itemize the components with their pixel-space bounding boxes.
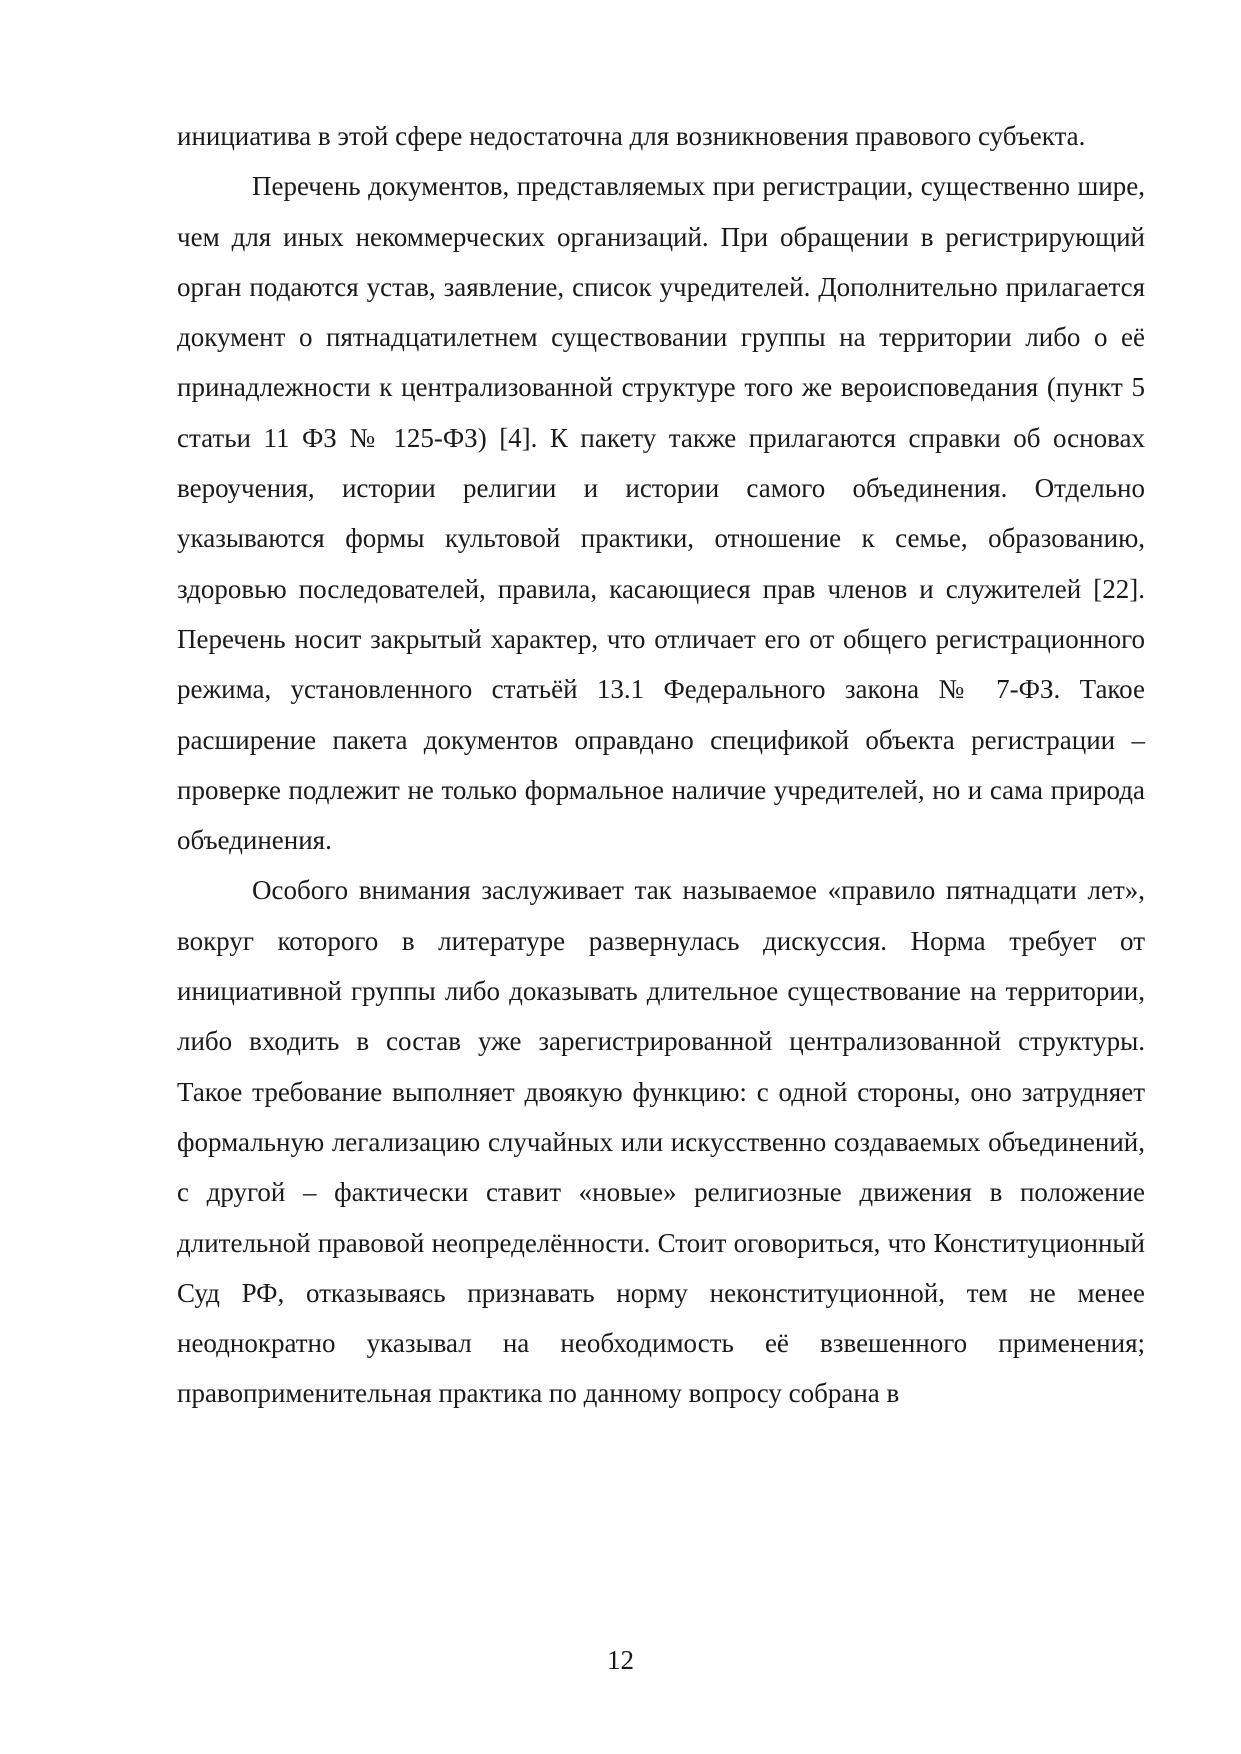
document-body [177,111,1145,1419]
paragraph-documents-list: Перечень документов, представляемых при регистрации, существенно шире, чем для иных некоммерческих организаций. При обращении в регистрирующий орган подаются устав, заявление, список учредителей. Дополнительно прилагается документ о пятнадцатилетнем существовании группы на территории либо о её принадлежности к централизованной структуре того же вероисповедания (пункт 5 статьи 11 ФЗ № 125-ФЗ) [4]. К пакету также прилагаются справки об основах вероучения, истории религии и истории самого объединения. Отдельно указываются формы культовой практики, отношение к семье, образованию, здоровью последователей, правила, касающиеся прав членов и служителей [22]. Перечень носит закрытый характер, что отличает его от общего регистрационного режима, установленного статьёй 13.1 Федерального закона № 7-ФЗ. Такое расширение пакета документов оправдано спецификой объекта регистрации – проверке подлежит не только формальное наличие учредителей, но и сама природа объединения. [177,171,1145,856]
paragraph-fifteen-year-rule: Особого внимания заслуживает так называемое «правило пятнадцати лет», вокруг которого в литературе развернулась дискуссия. Норма требует от инициативной группы либо доказывать длительное существование на территории, либо входить в состав уже зарегистрированной централизованной структуры. Такое требование выполняет двоякую функцию: с одной стороны, оно затрудняет формальную легализацию случайных или искусственно создаваемых объединений, с другой – фактически ставит «новые» религиозные движения в положение длительной правовой неопределённости. Стоит оговориться, что Конституционный Суд РФ, отказываясь признавать норму неконституционной, тем не менее неоднократно указывал на необходимость её взвешенного применения; правоприменительная практика по данному вопросу собрана в [177,875,1145,1409]
page-number: 12 [607,1645,634,1675]
paragraph-continuation: инициатива в этой сфере недостаточна для возникновения правового субъекта. [177,121,1086,151]
